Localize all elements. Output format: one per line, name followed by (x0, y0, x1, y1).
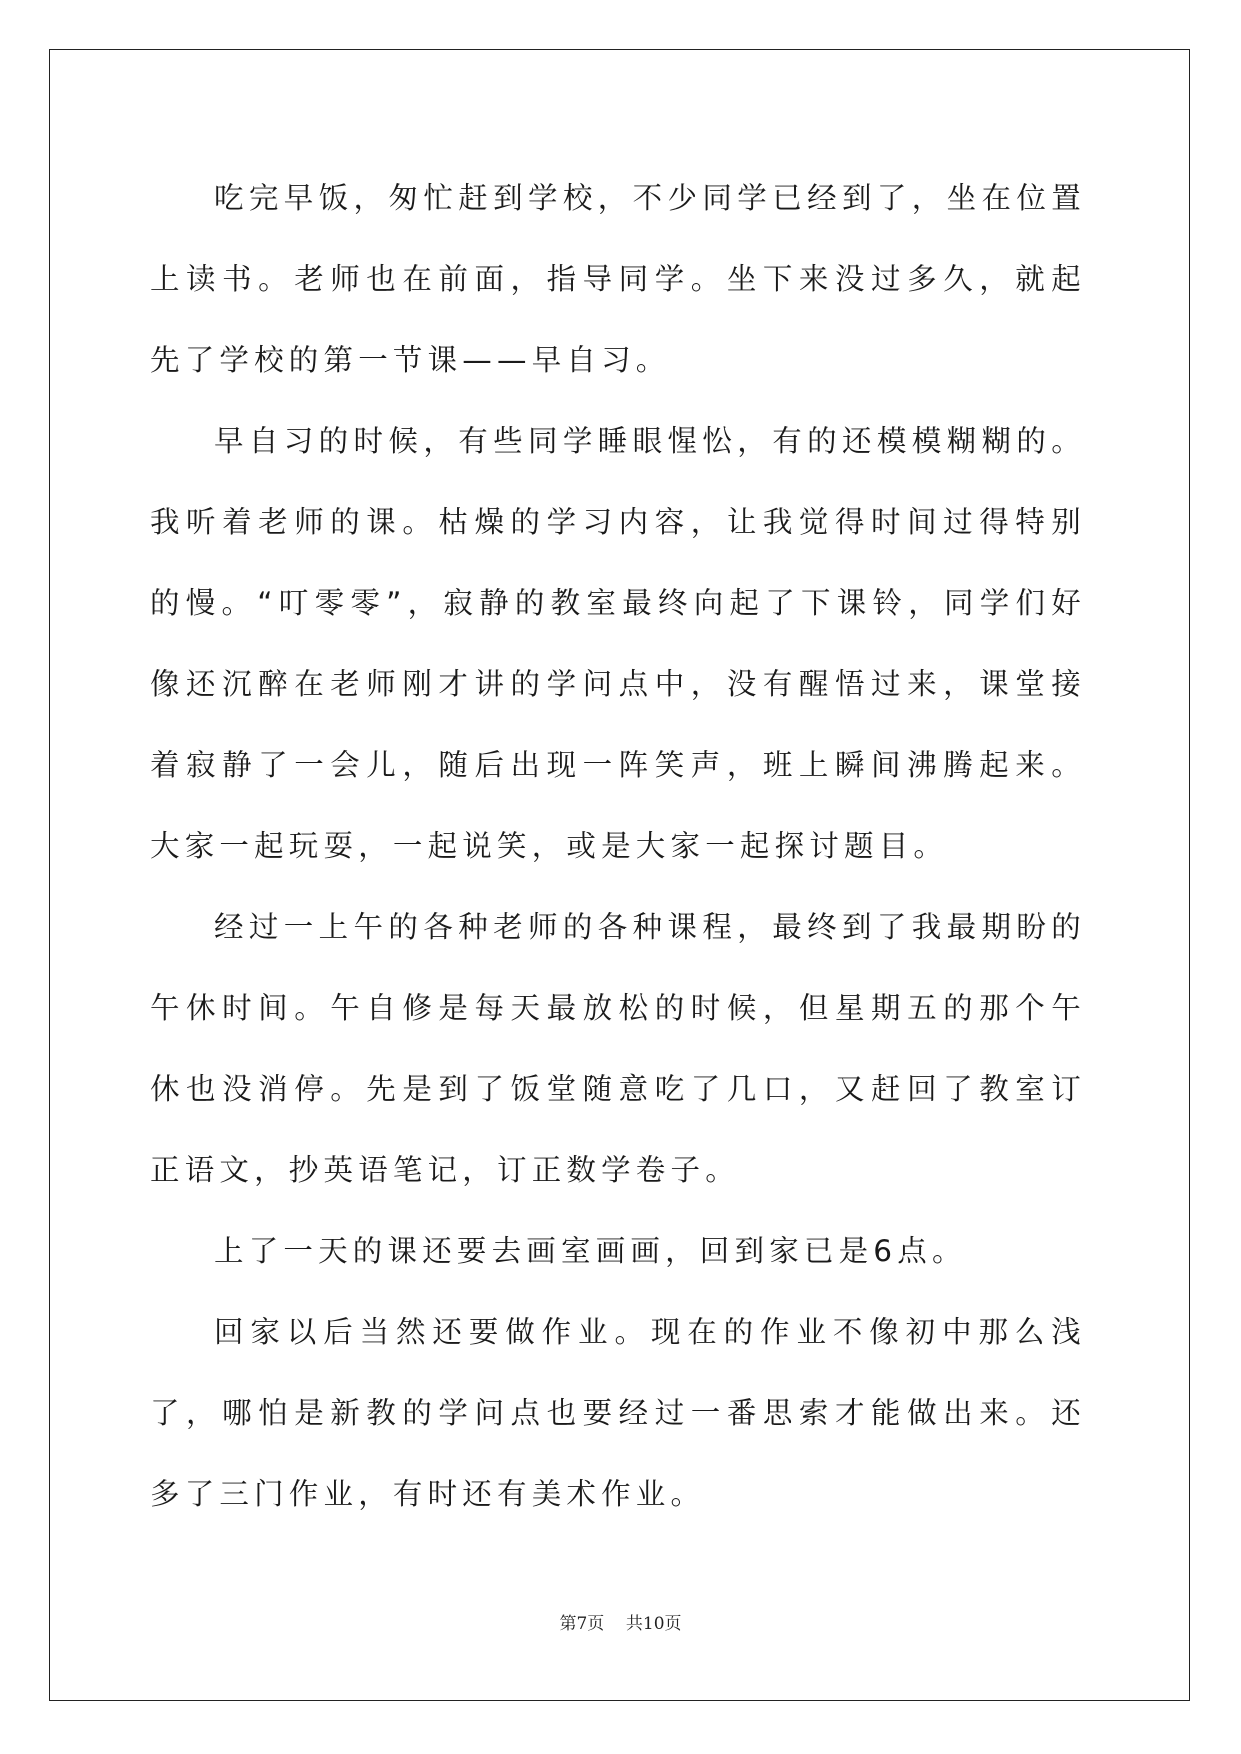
paragraph-art-class: 上了一天的课还要去画室画画，回到家已是6点。 (214, 1234, 967, 1268)
document-body (150, 158, 1086, 1535)
paragraph-breakfast: 吃完早饭，匆忙赶到学校，不少同学已经到了，坐在位置上读书。老师也在前面，指导同学。坐下来没过多久，就起先了学校的第一节课——早自习。 (150, 181, 1086, 377)
paragraph-noon-break: 经过一上午的各种老师的各种课程，最终到了我最期盼的午休时间。午自修是每天最放松的时候，但星期五的那个午休也没消停。先是到了饭堂随意吃了几口，又赶回了教室订正语文，抄英语笔记，订正数学卷子。 (150, 910, 1086, 1187)
page-number-footer: 第7页 共10页 (559, 1614, 682, 1634)
paragraph-homework: 回家以后当然还要做作业。现在的作业不像初中那么浅了，哪怕是新教的学问点也要经过一番思索才能做出来。还多了三门作业，有时还有美术作业。 (150, 1315, 1086, 1511)
paragraph-morning-study: 早自习的时候，有些同学睡眼惺忪，有的还模模糊糊的。我听着老师的课。枯燥的学习内容，让我觉得时间过得特别的慢。“叮零零”，寂静的教室最终向起了下课铃，同学们好像还沉醉在老师刚才讲的学问点中，没有醒悟过来，课堂接着寂静了一会儿，随后出现一阵笑声，班上瞬间沸腾起来。大家一起玩耍，一起说笑，或是大家一起探讨题目。 (150, 424, 1086, 863)
